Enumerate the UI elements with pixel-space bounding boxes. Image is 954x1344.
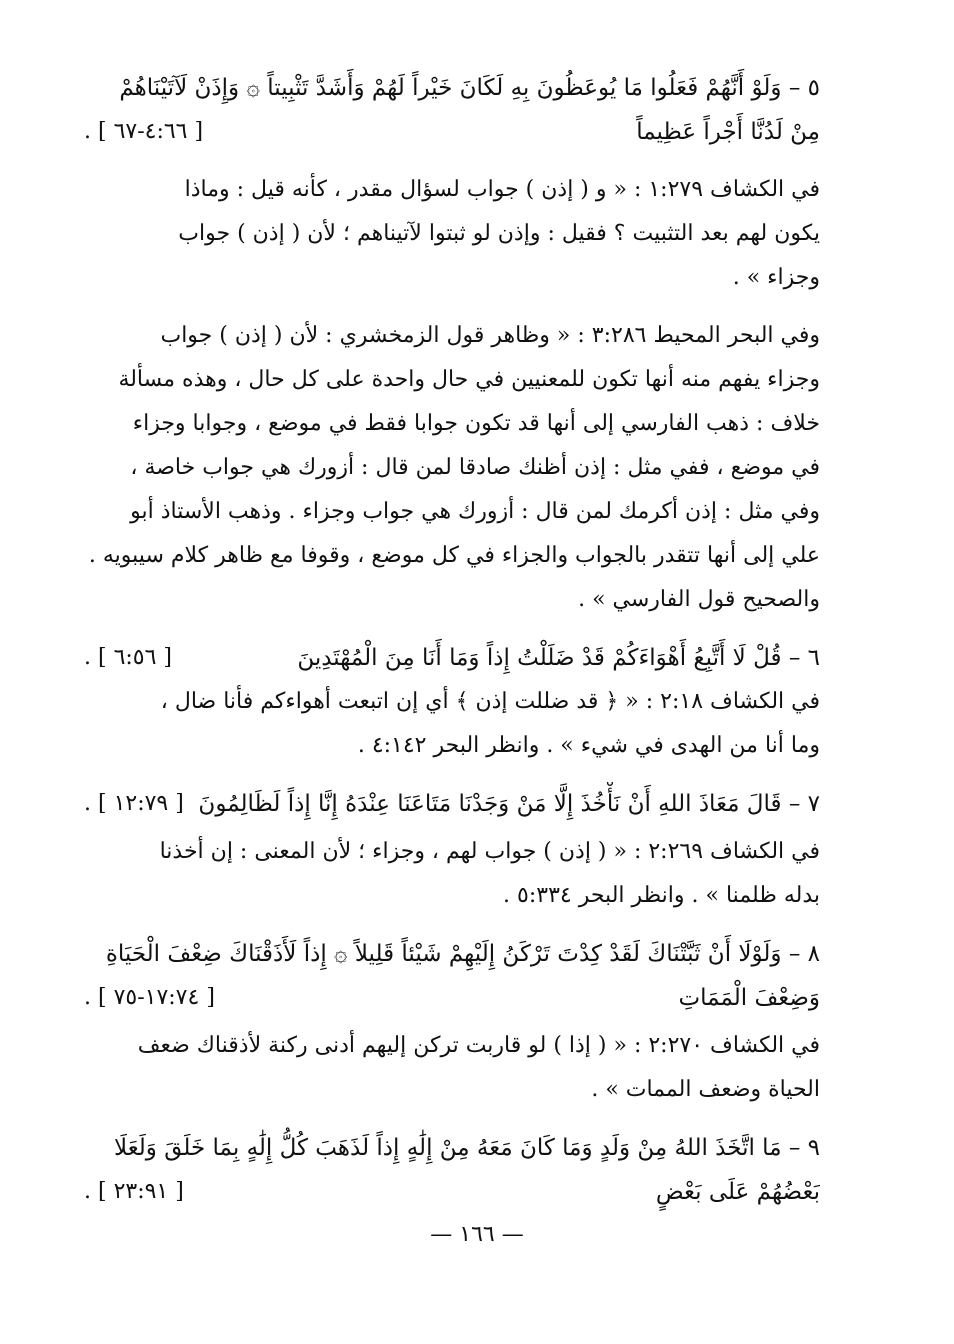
commentary-line: والصحيح قول الفارسي » . [578,587,820,612]
commentary-line: في موضع ، ففي مثل : إذن أظنك صادقا لمن قال : أزورك هي جواب خاصة ، [130,455,820,480]
verse-line: ٥ – وَلَوْ أَنَّهُمْ فَعَلُوا مَا يُوعَظُونَ بِهِ لَكَانَ خَيْراً لَهُمْ وَأَشَدَّ تَثْبِيتاً ۞ وَإِذَنْ لَآتَيْنَاهُمْ [119,75,820,101]
verse-reference: . [ ١٧:٧٤-٧٥ ] [84,985,215,1010]
commentary-line: بدله ظلمنا » . وانظر البحر ٥:٣٣٤ . [503,883,820,908]
commentary-line: وفي البحر المحيط ٣:٢٨٦ : « وظاهر قول الزمخشري : لأن ( إذن ) جواب [160,323,820,348]
verse-line: بَعْضُهُمْ عَلَى بَعْضٍ [655,1179,820,1205]
commentary-kashshaf-2 [84,680,820,768]
page-content [84,66,820,1228]
commentary-line: وفي مثل : إذن أكرمك لمن قال : أزورك هي جواب وجزاء . وذهب الأستاذ أبو [130,499,820,524]
verse-8 [84,932,820,1020]
page-number: — ١٦٦ — [430,1222,524,1247]
commentary-kashshaf-3 [84,830,820,918]
verse-line: مِنْ لَدُنَّا أَجْراً عَظِيماً [636,119,820,145]
commentary-line: يكون لهم بعد التثبيت ؟ فقيل : وإذن لو ثبتوا لآتيناهم ؛ لأن ( إذن ) جواب [178,221,820,246]
commentary-kashshaf-4 [84,1024,820,1112]
verse-line: ٦ – قُلْ لَا أَتَّبِعُ أَهْوَاءَكُمْ قَدْ ضَلَلْتُ إِذاً وَمَا أَنَا مِنَ الْمُهْتَدِينَ [297,645,820,671]
commentary-kashshaf-1 [84,168,820,300]
verse-line: وَضِعْفَ الْمَمَاتِ [678,985,820,1011]
verse-reference: . [ ٦:٥٦ ] [84,645,173,670]
commentary-line: وجزاء » . [732,265,820,290]
commentary-line: في الكشاف ٢:٢٦٩ : « ( إذن ) جواب لهم ، وجزاء ؛ لأن المعنى : إن أخذنا [159,839,820,864]
commentary-line: في الكشاف ٢:١٨ : « ﴿ قد ضللت إذن ﴾ أي إن اتبعت أهواءكم فأنا ضال ، [160,689,820,714]
commentary-line: وجزاء يفهم منه أنها تكون للمعنيين في حال واحدة على كل حال ، وهذه مسألة [118,367,820,392]
commentary-line: علي إلى أنها تتقدر بالجواب والجزاء في كل موضع ، وقوفا مع ظاهر كلام سيبويه . [88,543,820,568]
commentary-bahr [84,314,820,622]
verse-line: ٧ – قَالَ مَعَاذَ اللهِ أَنْ نَأْخُذَ إِلَّا مَنْ وَجَدْنَا مَتَاعَنَا عِنْدَهُ إِنَّا إِذاً لَظَالِمُونَ [198,791,820,817]
verse-5 [84,66,820,154]
verse-6 [84,636,820,680]
verse-line: ٩ – مَا اتَّخَذَ اللهُ مِنْ وَلَدٍ وَمَا كَانَ مَعَهُ مِنْ إِلَٰهٍ إِذاً لَذَهَبَ كُلُّ إِلَٰهٍ بِمَا خَلَقَ وَلَعَلَا [113,1135,820,1161]
verse-reference: . [ ٢٣:٩١ ] [84,1179,184,1204]
verse-reference: . [ ٤:٦٦-٦٧ ] [84,119,204,144]
page-footer [0,1222,954,1247]
commentary-line: في الكشاف ٢:٢٧٠ : « ( إذا ) لو قاربت تركن إليهم أدنى ركنة لأذقناك ضعف [137,1033,820,1058]
verse-reference: . [ ١٢:٧٩ ] [84,791,184,816]
commentary-line: خلاف : ذهب الفارسي إلى أنها قد تكون جوابا فقط في موضع ، وجوابا وجزاء [132,411,820,436]
commentary-line: وما أنا من الهدى في شيء » . وانظر البحر ٤:١٤٢ . [357,733,820,758]
verse-9 [84,1126,820,1214]
verse-7 [84,782,820,826]
commentary-line: الحياة وضعف الممات » . [591,1077,820,1102]
commentary-line: في الكشاف ١:٢٧٩ : « و ( إذن ) جواب لسؤال مقدر ، كأنه قيل : وماذا [184,177,820,202]
verse-line: ٨ – وَلَوْلَا أَنْ ثَبَّتْنَاكَ لَقَدْ كِدْتَ تَرْكَنُ إِلَيْهِمْ شَيْئاً قَلِيلاً ۞ إِذاً لَأَذَقْنَاكَ ضِعْفَ الْحَيَاةِ [105,941,820,967]
